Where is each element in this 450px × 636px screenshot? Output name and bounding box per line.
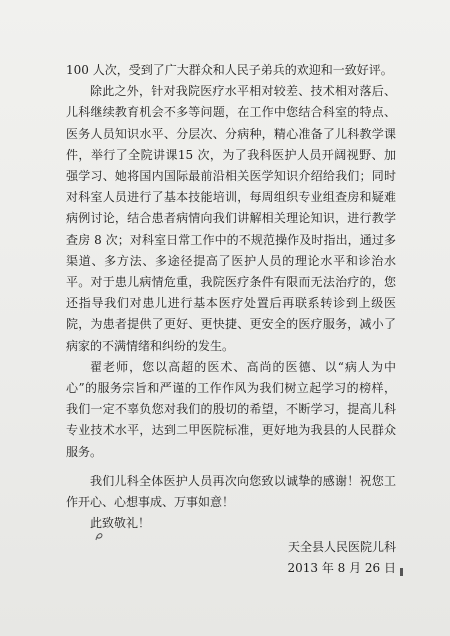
paragraph-continuation: 100 人次，受到了广大群众和人民子弟兵的欢迎和一致好评。 [66,63,393,77]
ink-mark [400,568,403,576]
paragraph-teaching: 除此之外，针对我院医疗水平相对较差、技术相对落后、儿科继续教育机会不多等问题，在工作中您结合科室的特点、医务人员知识水平、分层次、分病种，精心准备了儿科教学课件，举行了全院讲课15 次，为了我科医护人员开阔视野、加强学习、她将国内国际最前沿相关医学知识介绍给我们；同时对科室人员进行了基本技能培训，每周组织专业组查房和疑难病例讨论，结合患者病情向我们讲解相关理论知识，进行教学查房 8 次；对科室日常工作中的不规范操作及时指出，通过多渠道、多方法、多途径提高了医护人员的理论水平和诊治水平。对于患儿病情危重，我院医疗条件有限而无法治疗的，您还指导我们对患儿进行基本医疗处置后再联系转诊到上级医院，为患者提供了更好、更快捷、更安全的医疗服务，减小了病家的不满情绪和纠纷的发生。 [66,84,396,353]
signature-date: 2013 年 8 月 26 日 [287,561,396,575]
paragraph-praise: 翟老师，您以高超的医术、高尚的医德、以“病人为中心”的服务宗旨和严谨的工作作风为我们树立起学习的榜样，我们一定不辜负您对我们的殷切的希望，不断学习，提高儿科专业技术水平，达到二甲医院标准，更好地为我县的人民群众服务。 [66,359,396,459]
letter-body [66,60,396,534]
paragraph-thanks: 我们儿科全体医护人员再次向您致以诚挚的感谢！祝您工作开心、心想事成、万事如意！ [66,473,396,510]
pen-scribble-icon [94,530,104,542]
paragraph-closing: 此致敬礼！ [90,516,151,531]
signature-department: 天全县人民医院儿科 [287,540,396,554]
